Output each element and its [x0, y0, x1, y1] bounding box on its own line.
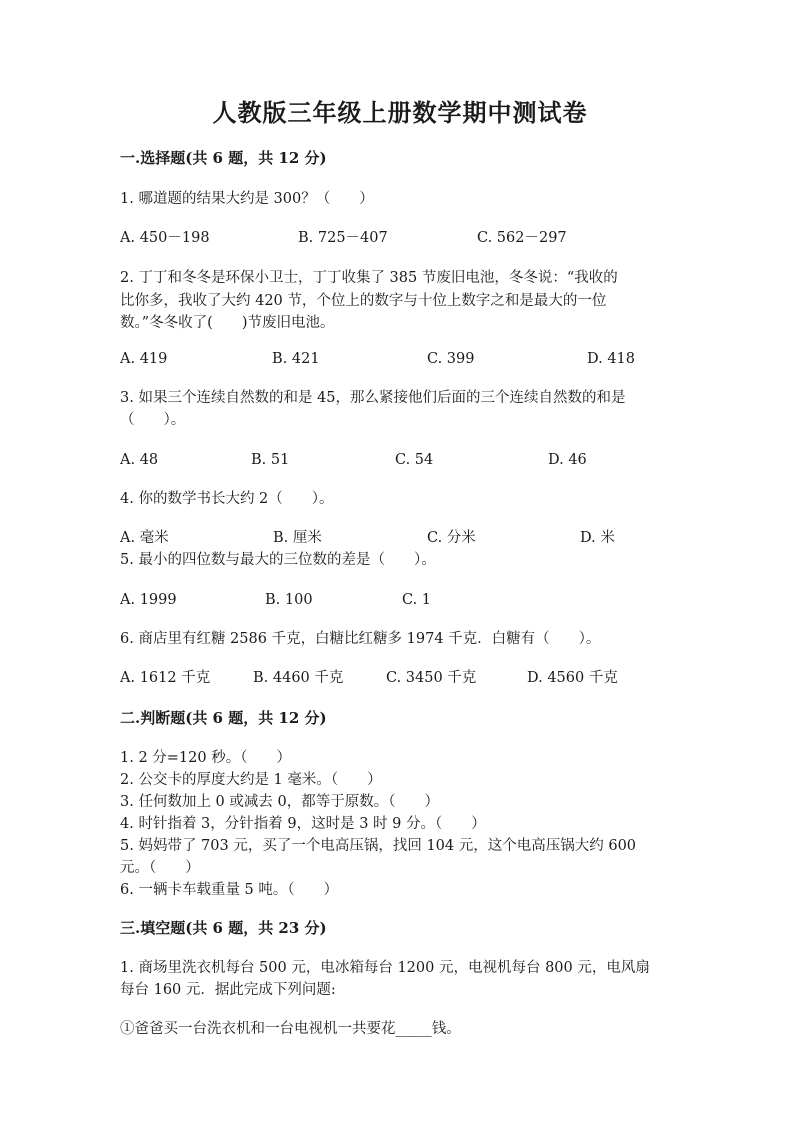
option-b: B. 51 — [251, 452, 290, 468]
page-title: 人教版三年级上册数学期中测试卷 — [212, 98, 588, 127]
judgement-item: 2. 公交卡的厚度大约是 1 毫米。（ ） — [120, 772, 382, 788]
judgement-item: 5. 妈妈带了 703 元，买了一个电高压锅，找回 104 元，这个电高压锅大约 600 — [120, 838, 637, 854]
question-text: 5. 最小的四位数与最大的三位数的差是（ ）。 — [120, 552, 436, 568]
option-b: B. 725－407 — [298, 230, 388, 246]
judgement-item: 4. 时针指着 3，分针指着 9，这时是 3 时 9 分。（ ） — [120, 816, 486, 832]
option-b: B. 厘米 — [273, 530, 322, 546]
option-a: A. 419 — [120, 351, 168, 367]
option-c: C. 分米 — [427, 530, 476, 546]
section-heading-choice: 一.选择题(共 6 题，共 12 分) — [120, 149, 327, 167]
option-a: A. 450－198 — [120, 230, 210, 246]
option-b: B. 100 — [265, 592, 313, 608]
question-text: 6. 商店里有红糖 2586 千克，白糖比红糖多 1974 千克．白糖有（ ）。 — [120, 631, 601, 647]
option-b: B. 4460 千克 — [253, 670, 344, 686]
option-c: C. 1 — [402, 592, 432, 608]
judgement-item: 6. 一辆卡车载重量 5 吨。（ ） — [120, 882, 339, 898]
option-b: B. 421 — [272, 351, 320, 367]
question-text: ①爸爸买一台洗衣机和一台电视机一共要花_____钱。 — [120, 1021, 461, 1037]
option-a: A. 1612 千克 — [120, 670, 211, 686]
option-d: D. 46 — [548, 452, 587, 468]
judgement-item: 1. 2 分=120 秒。（ ） — [120, 750, 291, 766]
option-c: C. 3450 千克 — [386, 670, 477, 686]
option-d: D. 米 — [580, 530, 615, 546]
option-c: C. 54 — [395, 452, 434, 468]
question-text: 比你多，我收了大约 420 节，个位上的数字与十位上数字之和是最大的一位 — [120, 293, 607, 309]
question-text: 1. 商场里洗衣机每台 500 元，电冰箱每台 1200 元，电视机每台 800 元，电风扇 — [120, 960, 650, 976]
option-a: A. 48 — [120, 452, 159, 468]
question-text: 1. 哪道题的结果大约是 300？（ ） — [120, 191, 374, 207]
question-text: 数。”冬冬收了( )节废旧电池。 — [120, 315, 335, 331]
question-text: 2. 丁丁和冬冬是环保小卫士，丁丁收集了 385 节废旧电池，冬冬说：“我收的 — [120, 270, 618, 286]
question-text: 4. 你的数学书长大约 2（ ）。 — [120, 491, 334, 507]
question-text: 3. 如果三个连续自然数的和是 45，那么紧接他们后面的三个连续自然数的和是 — [120, 390, 626, 406]
question-text: （ ）。 — [120, 412, 186, 428]
option-c: C. 562－297 — [477, 230, 567, 246]
option-d: D. 4560 千克 — [527, 670, 618, 686]
section-heading-fill-in: 三.填空题(共 6 题，共 23 分) — [120, 919, 327, 937]
option-d: D. 418 — [587, 351, 636, 367]
option-a: A. 1999 — [120, 592, 177, 608]
section-heading-judgement: 二.判断题(共 6 题，共 12 分) — [120, 709, 327, 727]
option-a: A. 毫米 — [120, 530, 169, 546]
question-text: 每台 160 元．据此完成下列问题: — [120, 982, 336, 998]
judgement-item: 3. 任何数加上 0 或减去 0，都等于原数。（ ） — [120, 794, 439, 810]
option-c: C. 399 — [427, 351, 475, 367]
judgement-item: 元。（ ） — [120, 860, 200, 876]
